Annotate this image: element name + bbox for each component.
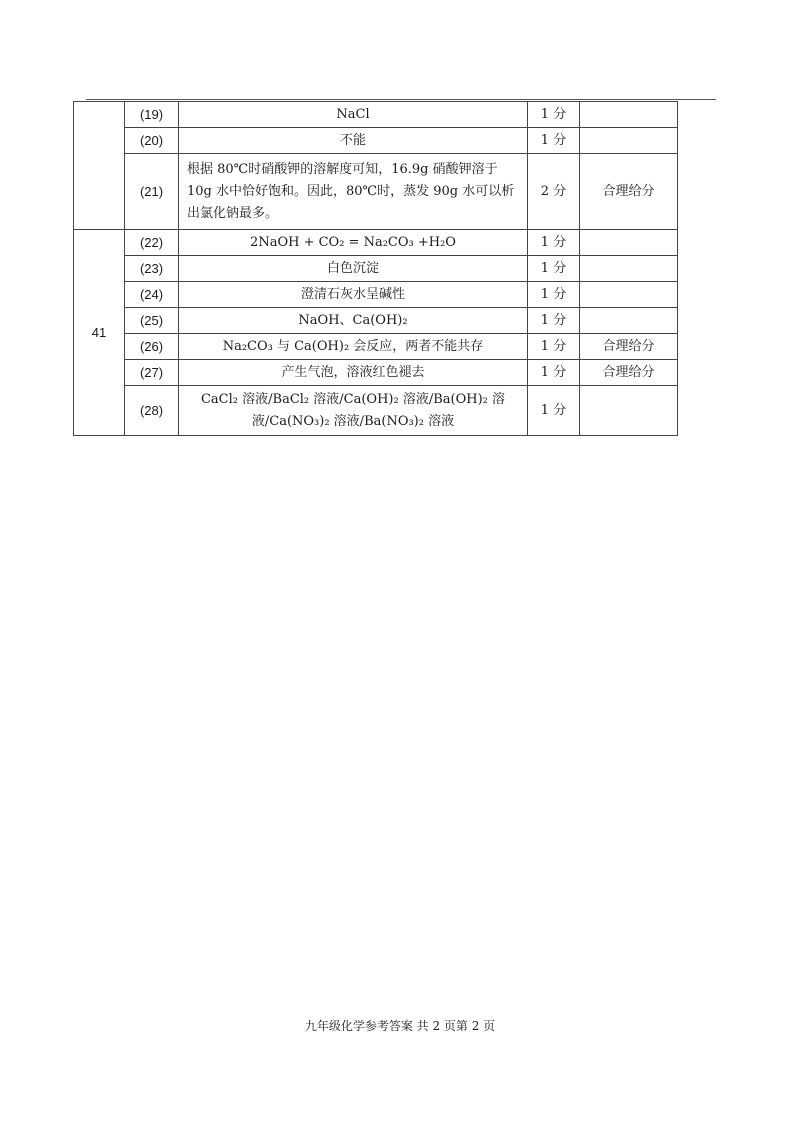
score-cell: 1 分 <box>528 128 580 154</box>
question-number: (21) <box>125 154 179 230</box>
note-cell <box>580 128 678 154</box>
table-row <box>74 154 678 230</box>
score-cell: 1 分 <box>528 386 580 436</box>
question-number: (25) <box>125 308 179 334</box>
answer-cell: 产生气泡，溶液红色褪去 <box>179 360 528 386</box>
table-row <box>74 282 678 308</box>
score-cell: 2 分 <box>528 154 580 230</box>
question-group-number: 41 <box>74 230 125 436</box>
top-rule <box>86 99 716 100</box>
table-row <box>74 360 678 386</box>
score-cell: 1 分 <box>528 334 580 360</box>
table-row <box>74 308 678 334</box>
question-number: (19) <box>125 102 179 128</box>
score-cell: 1 分 <box>528 308 580 334</box>
table-row <box>74 256 678 282</box>
note-cell: 合理给分 <box>580 334 678 360</box>
question-number: (23) <box>125 256 179 282</box>
answer-cell: 根据 80℃时硝酸钾的溶解度可知，16.9g 硝酸钾溶于10g 水中恰好饱和。因此，80℃时，蒸发 90g 水可以析出氯化钠最多。 <box>179 154 528 230</box>
question-number: (22) <box>125 230 179 256</box>
note-cell <box>580 386 678 436</box>
table-row <box>74 128 678 154</box>
page-footer: 九年级化学参考答案 共 2 页第 2 页 <box>304 1019 496 1033</box>
note-cell <box>580 102 678 128</box>
answer-cell: 2NaOH + CO₂ = Na₂CO₃ +H₂O <box>179 230 528 256</box>
table-row <box>74 102 678 128</box>
group-cell-empty <box>74 102 125 230</box>
answer-cell: Na₂CO₃ 与 Ca(OH)₂ 会反应，两者不能共存 <box>179 334 528 360</box>
table-row <box>74 230 678 256</box>
answer-cell: CaCl₂ 溶液/BaCl₂ 溶液/Ca(OH)₂ 溶液/Ba(OH)₂ 溶液/Ca(NO₃)₂ 溶液/Ba(NO₃)₂ 溶液 <box>179 386 528 436</box>
score-cell: 1 分 <box>528 360 580 386</box>
answer-cell: 澄清石灰水呈碱性 <box>179 282 528 308</box>
score-cell: 1 分 <box>528 282 580 308</box>
table-row <box>74 334 678 360</box>
score-cell: 1 分 <box>528 102 580 128</box>
score-cell: 1 分 <box>528 256 580 282</box>
question-number: (20) <box>125 128 179 154</box>
note-cell: 合理给分 <box>580 360 678 386</box>
question-number: (24) <box>125 282 179 308</box>
question-number: (27) <box>125 360 179 386</box>
note-cell <box>580 282 678 308</box>
question-number: (26) <box>125 334 179 360</box>
question-number: (28) <box>125 386 179 436</box>
note-cell <box>580 256 678 282</box>
answer-cell: 白色沉淀 <box>179 256 528 282</box>
table-row <box>74 386 678 436</box>
answer-key-table <box>73 101 678 436</box>
note-cell <box>580 230 678 256</box>
answer-cell: 不能 <box>179 128 528 154</box>
answer-cell: NaOH、Ca(OH)₂ <box>179 308 528 334</box>
score-cell: 1 分 <box>528 230 580 256</box>
note-cell <box>580 308 678 334</box>
answer-cell: NaCl <box>179 102 528 128</box>
note-cell: 合理给分 <box>580 154 678 230</box>
